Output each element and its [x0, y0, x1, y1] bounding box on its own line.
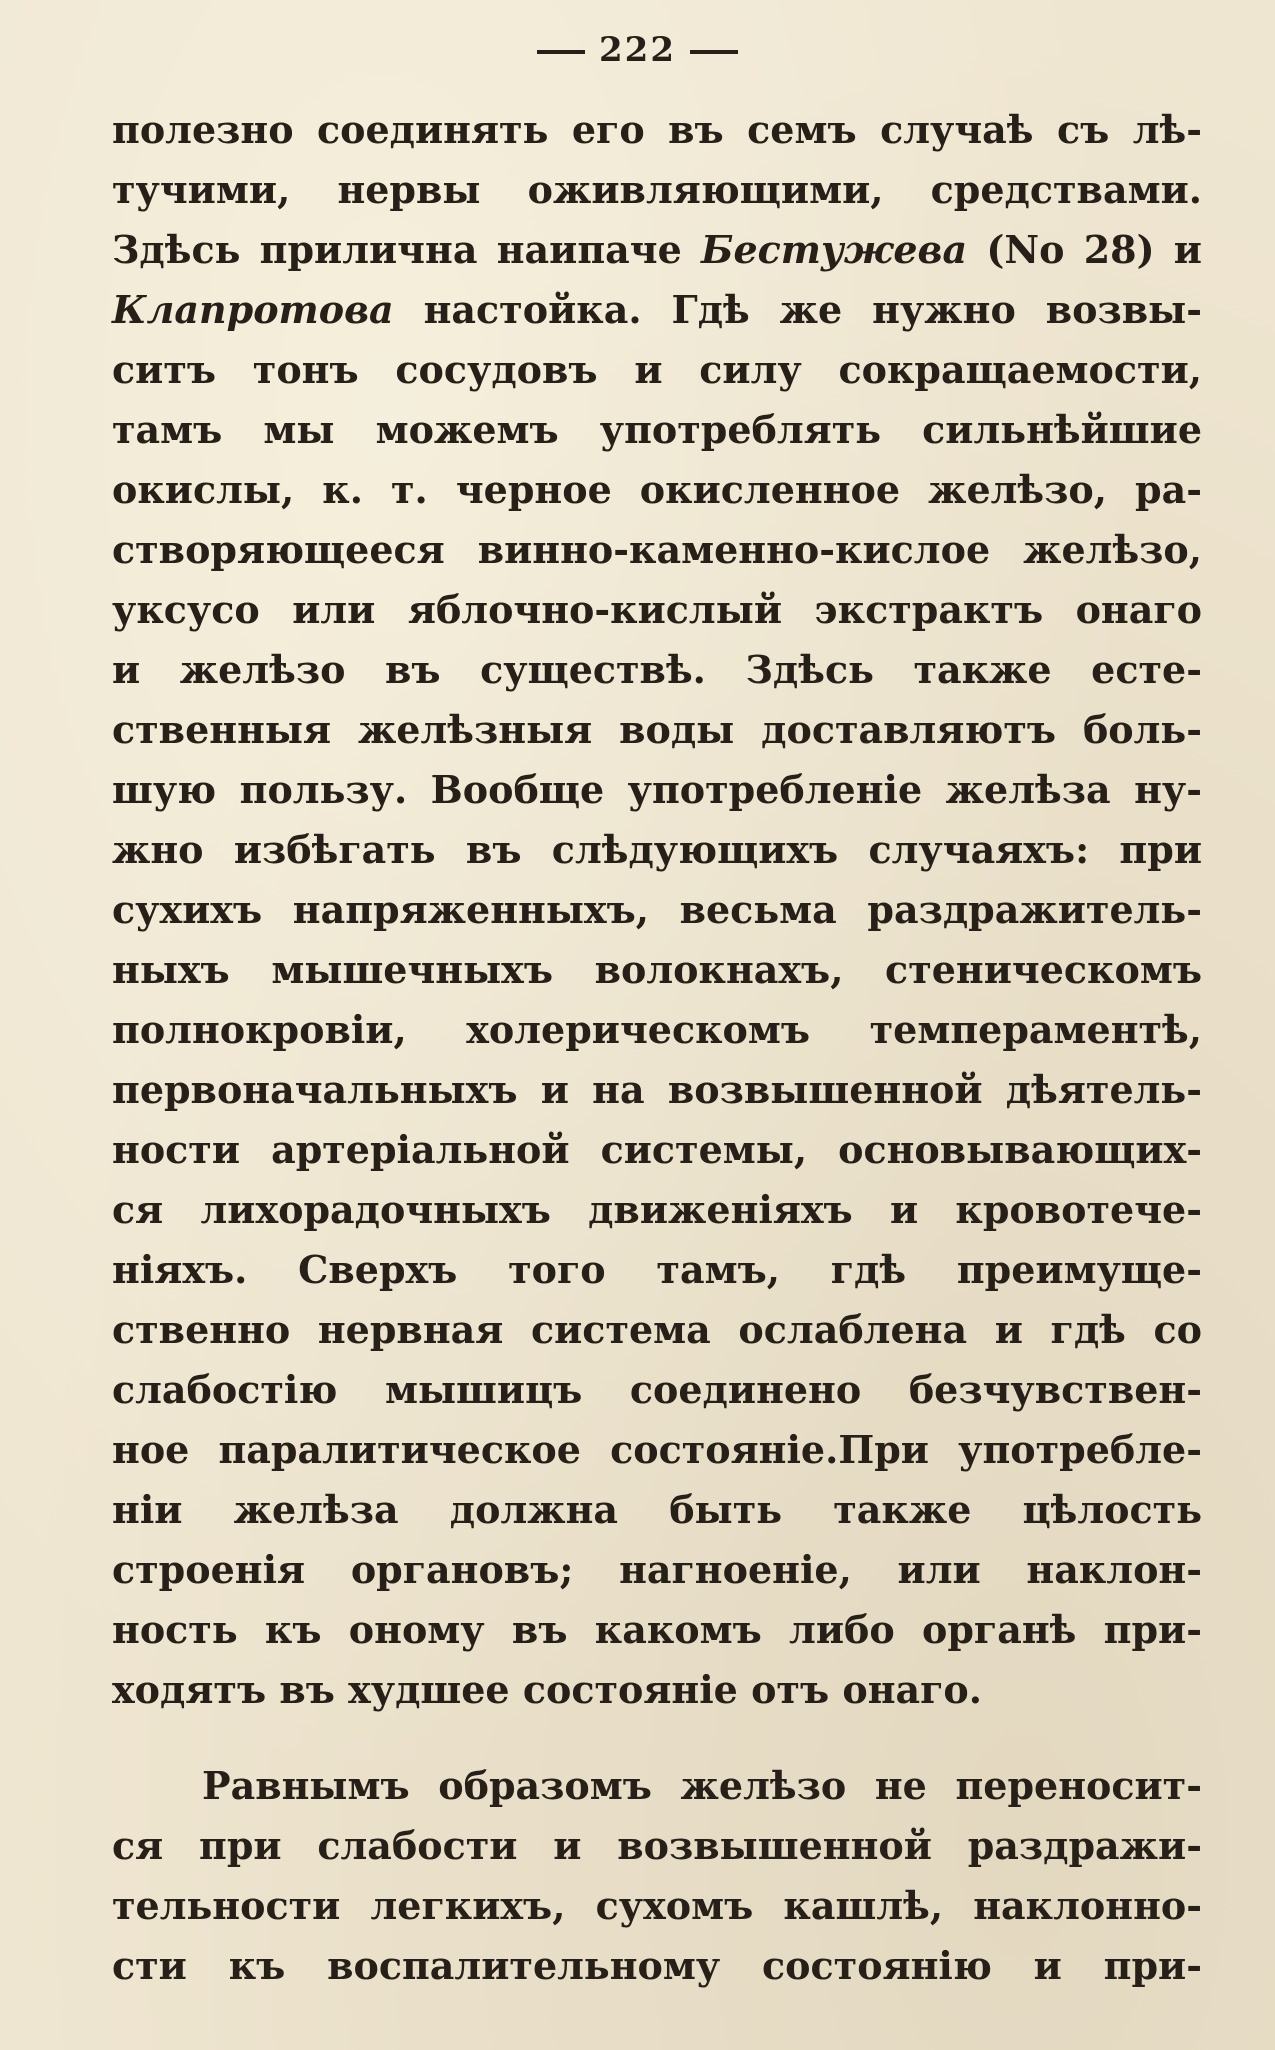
- text-line: жно избѣгать въ слѣдующихъ случаяхъ: при: [112, 827, 1202, 872]
- paragraph-start-line: Равнымъ образомъ желѣзо не переносит-: [202, 1763, 1202, 1808]
- page-number-value: 222: [599, 30, 676, 70]
- text-line: слабостію мышицъ соединено безчувствен-: [112, 1367, 1202, 1412]
- text-line: ситъ тонъ сосудовъ и силу сокращаемости,: [112, 347, 1202, 392]
- text-line: ность къ оному въ какомъ либо органѣ при-: [112, 1607, 1202, 1652]
- text-line: первоначальныхъ и на возвышенной дѣятель-: [112, 1067, 1202, 1112]
- text-line: и желѣзо въ существѣ. Здѣсь также есте-: [112, 647, 1202, 692]
- text-line: ніяхъ. Сверхъ того тамъ, гдѣ преимуще-: [112, 1247, 1202, 1292]
- text-line: ся при слабости и возвышенной раздражи-: [112, 1823, 1202, 1868]
- text-line: тучими, нервы оживляющими, средствами.: [112, 167, 1202, 212]
- text-line: ныхъ мышечныхъ волокнахъ, стеническомъ: [112, 947, 1202, 992]
- body-text: [112, 100, 1202, 1996]
- text-line: [112, 220, 1202, 280]
- text-line-segment: настойка. Гдѣ же нужно возвы-: [423, 287, 1202, 332]
- text-line: ственно нервная система ослаблена и гдѣ со: [112, 1307, 1202, 1352]
- text-line: ности артеріальной системы, основывающих-: [112, 1127, 1202, 1172]
- text-line: ніи желѣза должна быть также цѣлость: [112, 1487, 1202, 1532]
- text-line: створяющееся винно-каменно-кислое желѣзо,: [112, 527, 1202, 572]
- text-line: сухихъ напряженныхъ, весьма раздражитель-: [112, 887, 1202, 932]
- italic-name-bestuzhev: Бестужева: [701, 227, 968, 272]
- text-line: шую пользу. Вообще употребленіе желѣза ну-: [112, 767, 1202, 812]
- text-line-segment: Здѣсь прилична наипаче: [112, 227, 702, 272]
- text-line: полезно соединять его въ семъ случаѣ съ лѣ-: [112, 107, 1202, 152]
- text-line: окислы, к. т. черное окисленное желѣзо, ра-: [112, 467, 1202, 512]
- page-number: [0, 30, 1275, 70]
- text-line: ственныя желѣзныя воды доставляютъ боль-: [112, 707, 1202, 752]
- text-line: сти къ воспалительному состоянію и при-: [112, 1943, 1202, 1988]
- page-number-dash-left: [537, 50, 585, 54]
- text-line: тельности легкихъ, сухомъ кашлѣ, наклонно-: [112, 1883, 1202, 1928]
- text-line: тамъ мы можемъ употреблять сильнѣйшие: [112, 407, 1202, 452]
- paragraph-end-line: ходятъ въ худшее состояніе отъ онаго.: [112, 1667, 982, 1712]
- text-line: уксусо или яблочно-кислый экстрактъ онаго: [112, 587, 1202, 632]
- text-line: строенія органовъ; нагноеніе, или наклон-: [112, 1547, 1202, 1592]
- text-line: ное паралитическое состояніе.При употребле-: [112, 1427, 1202, 1472]
- page-number-dash-right: [690, 50, 738, 54]
- text-line: [112, 280, 1202, 340]
- text-line-segment: (No 28) и: [967, 227, 1202, 272]
- text-line: ся лихорадочныхъ движеніяхъ и кровотече-: [112, 1187, 1202, 1232]
- text-line: полнокровіи, холерическомъ темпераментѣ,: [112, 1007, 1202, 1052]
- italic-name-klaprot: Клапротова: [112, 287, 394, 332]
